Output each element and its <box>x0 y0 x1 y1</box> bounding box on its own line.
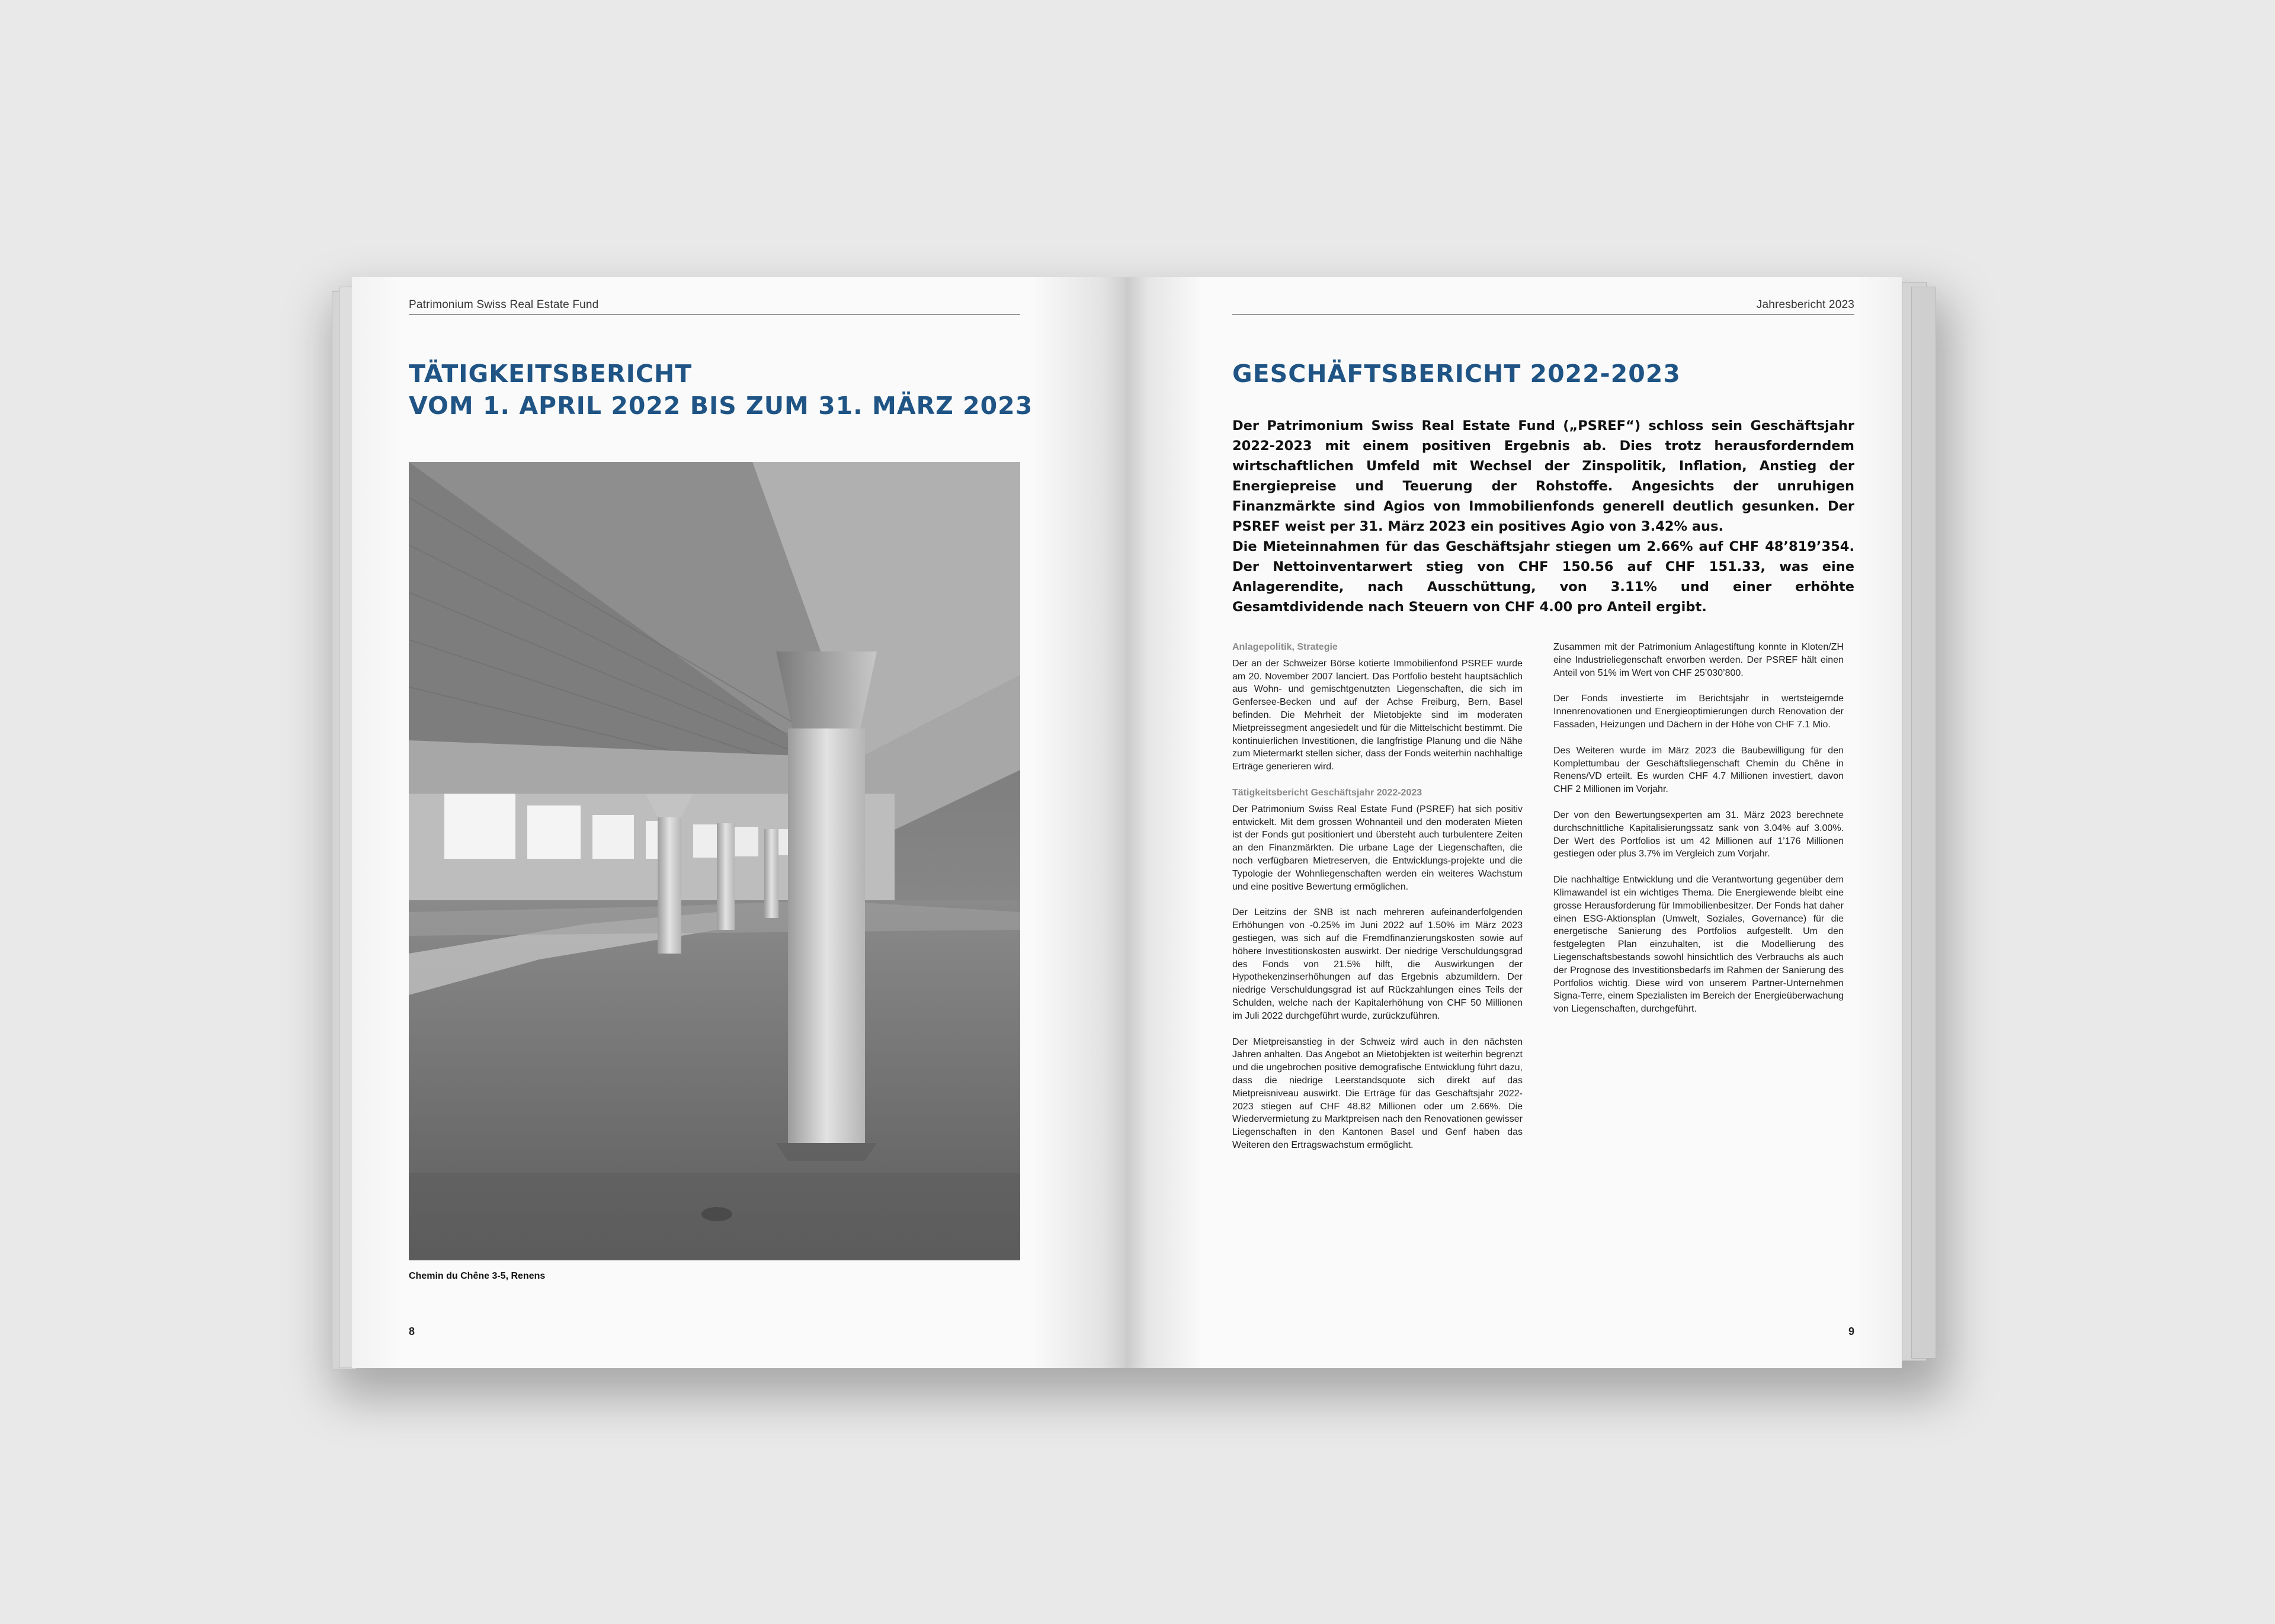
right-page <box>1126 277 1902 1368</box>
header-rule-right <box>1232 314 1854 315</box>
header-rule-left <box>409 314 1020 315</box>
section-heading-strategy: Anlagepolitik, Strategie <box>1232 642 1338 652</box>
building-photo <box>409 462 1020 1260</box>
text-column-1 <box>1232 641 1523 1165</box>
text-column-2 <box>1553 641 1844 1029</box>
lead-paragraph-1: Der Patrimonium Swiss Real Estate Fund („PSREF“) schloss sein Geschäftsjahr 2022-2023 mit einem positiven Ergebnis ab. Dies trotz herausforderndem wirtschaftlichen Umfeld mit Wechsel der Zinspolitik, Inflation, Anstieg der Energiepreise und Teuerung der Rohstoffe. Angesichts der unruhigen Finanzmärkte sind Agios von Immobilienfonds generell deutlich gesunken. Der PSREF weist per 31. März 2023 ein positives Agio von 3.42% aus. <box>1232 418 1854 534</box>
lead-paragraph-2: Die Mieteinnahmen für das Geschäftsjahr stiegen um 2.66% auf CHF 48’819’354. Der Nettoinventarwert stieg von CHF 150.56 auf CHF 151.33, was eine Anlagerendite, nach Ausschüttung, von 3.11% und einer erhöhte Gesamtdividende nach Steuern von CHF 4.00 pro Anteil ergibt. <box>1232 539 1854 615</box>
body-paragraph: Der Leitzins der SNB ist nach mehreren aufeinanderfolgenden Erhöhungen von -0.25% im Juni 2022 auf 1.50% im März 2023 gestiegen, was sich auf die Fremdfinanzierungskosten sowie auf höhere Investitionskosten auswirkt. Der niedrige Verschuldungsgrad des Fonds von 21.5% hilft, die Auswirkungen der Hypothekenzinserhöhungen auf das Ergebnis abzumildern. Der niedrige Verschuldungsgrad ist auf Rückzahlungen eines Teils der Schulden, welche nach der Kapitalerhöhung von CHF 50 Millionen im Juli 2022 durchgeführt wurde, zurückzuführen. <box>1232 907 1523 1021</box>
page-title-left <box>409 358 1033 422</box>
body-paragraph: Die nachhaltige Entwicklung und die Verantwortung gegenüber dem Klimawandel ist ein wichtiges Thema. Die Energiewende bleibt eine grosse Herausforderung für Immobilienbesitzer. Der Fonds hat daher einen ESG-Aktionsplan (Umwelt, Soziales, Governance) für die energetische Sanierung des Portfolios aufgestellt. Um den festgelegten Plan einzuhalten, ist die Modellierung des Liegenschaftsbestands sowohl hinsichtlich des Verbrauchs als auch der Prognose des Investitionsbedarfs im Rahmen der Sanierung des Portfolios wichtig. Diese wird von unserem Partner-Unternehmen Signa-Terre, einem Spezialisten im Bereich der Energieüberwachung von Liegenschaften, durchgeführt. <box>1553 875 1844 1015</box>
body-paragraph: Der Fonds investierte im Berichtsjahr in wertsteigernde Innenrenovationen und Energieoptimierungen durch Renovation der Fassaden, Heizungen und Dächern in der Höhe von CHF 7.1 Mio. <box>1553 694 1844 730</box>
body-paragraph: Der Patrimonium Swiss Real Estate Fund (PSREF) hat sich positiv entwickelt. Mit dem grossen Wohnanteil und den moderaten Mieten ist der Fonds gut positioniert und übersteht auch turbulentere Zeiten an den Finanzmärkten. Die urbane Lage der Liegenschaften, die noch verfügbaren Mietreserven, die Entwicklungs-projekte und die Typologie der Wohnliegenschaften werden ein weiteres Wachstum und eine positive Bewertung ermöglichen. <box>1232 804 1523 892</box>
body-paragraph: Der von den Bewertungsexperten am 31. März 2023 berechnete durchschnittliche Kapitalisierungssatz sank von 3.04% auf 3.00%. Der Wert des Portfolios ist um 42 Millionen auf 1’176 Millionen gestiegen oder plus 3.7% im Vergleich zum Vorjahr. <box>1553 810 1844 859</box>
concrete-hall-illustration <box>409 462 1020 1260</box>
body-paragraph: Des Weiteren wurde im März 2023 die Baubewilligung für den Komplettumbau der Geschäftsliegenschaft Chemin du Chêne in Renens/VD erteilt. Es wurden CHF 4.7 Millionen investiert, davon CHF 2 Millionen im Vorjahr. <box>1553 745 1844 795</box>
page-number-left: 8 <box>409 1325 415 1337</box>
page-title-right: GESCHÄFTSBERICHT 2022-2023 <box>1232 360 1681 388</box>
lead-paragraph <box>1232 416 1854 617</box>
title-line-1: TÄTIGKEITSBERICHT <box>409 360 693 388</box>
page-number-right: 9 <box>1848 1325 1854 1337</box>
running-header-left: Patrimonium Swiss Real Estate Fund <box>409 299 599 311</box>
section-heading-report: Tätigkeitsbericht Geschäftsjahr 2022-2023 <box>1232 787 1422 798</box>
left-page <box>352 277 1126 1368</box>
body-paragraph: Der an der Schweizer Börse kotierte Immobilienfond PSREF wurde am 20. November 2007 lanciert. Das Portfolio besteht hauptsächlich aus Wohn- und gemischtgenutzten Liegenschaften, die sich im Genfersee-Becken und auf der Achse Freiburg, Bern, Basel befinden. Die Mehrheit der Mietobjekte sind im moderaten Mietpreissegment angesiedelt und für die Mittelschicht bestimmt. Die kontinuierlichen Investitionen, die langfristige Planung und die Nähe zum Mietermarkt stellen sicher, dass der Fonds weiterhin nachhaltige Erträge generieren wird. <box>1232 658 1523 772</box>
photo-caption: Chemin du Chêne 3-5, Renens <box>409 1271 546 1281</box>
title-line-2: VOM 1. APRIL 2022 BIS ZUM 31. MÄRZ 2023 <box>409 391 1033 420</box>
running-header-right: Jahresbericht 2023 <box>1756 299 1854 311</box>
body-paragraph: Der Mietpreisanstieg in der Schweiz wird auch in den nächsten Jahren anhalten. Das Angebot an Mietobjekten ist weiterhin begrenzt und die ungebrochen positive demografische Entwicklung führt dazu, dass die niedrige Leerstandsquote sich direkt auf das Mietpreisniveau auswirkt. Die Erträge für das Geschäftsjahr 2022-2023 stiegen auf CHF 48.82 Millionen oder um 2.66%. Die Wiedervermietung zu Marktpreisen nach den Renovationen gewisser Liegenschaften in den Kantonen Basel und Genf haben das Weiteren den Ertragswachstum ermöglicht. <box>1232 1036 1523 1150</box>
body-paragraph: Zusammen mit der Patrimonium Anlagestiftung konnte in Kloten/ZH eine Industrieliegenschaft erworben werden. Der PSREF hält einen Anteil von 51% im Wert von CHF 25’030’800. <box>1553 642 1844 678</box>
